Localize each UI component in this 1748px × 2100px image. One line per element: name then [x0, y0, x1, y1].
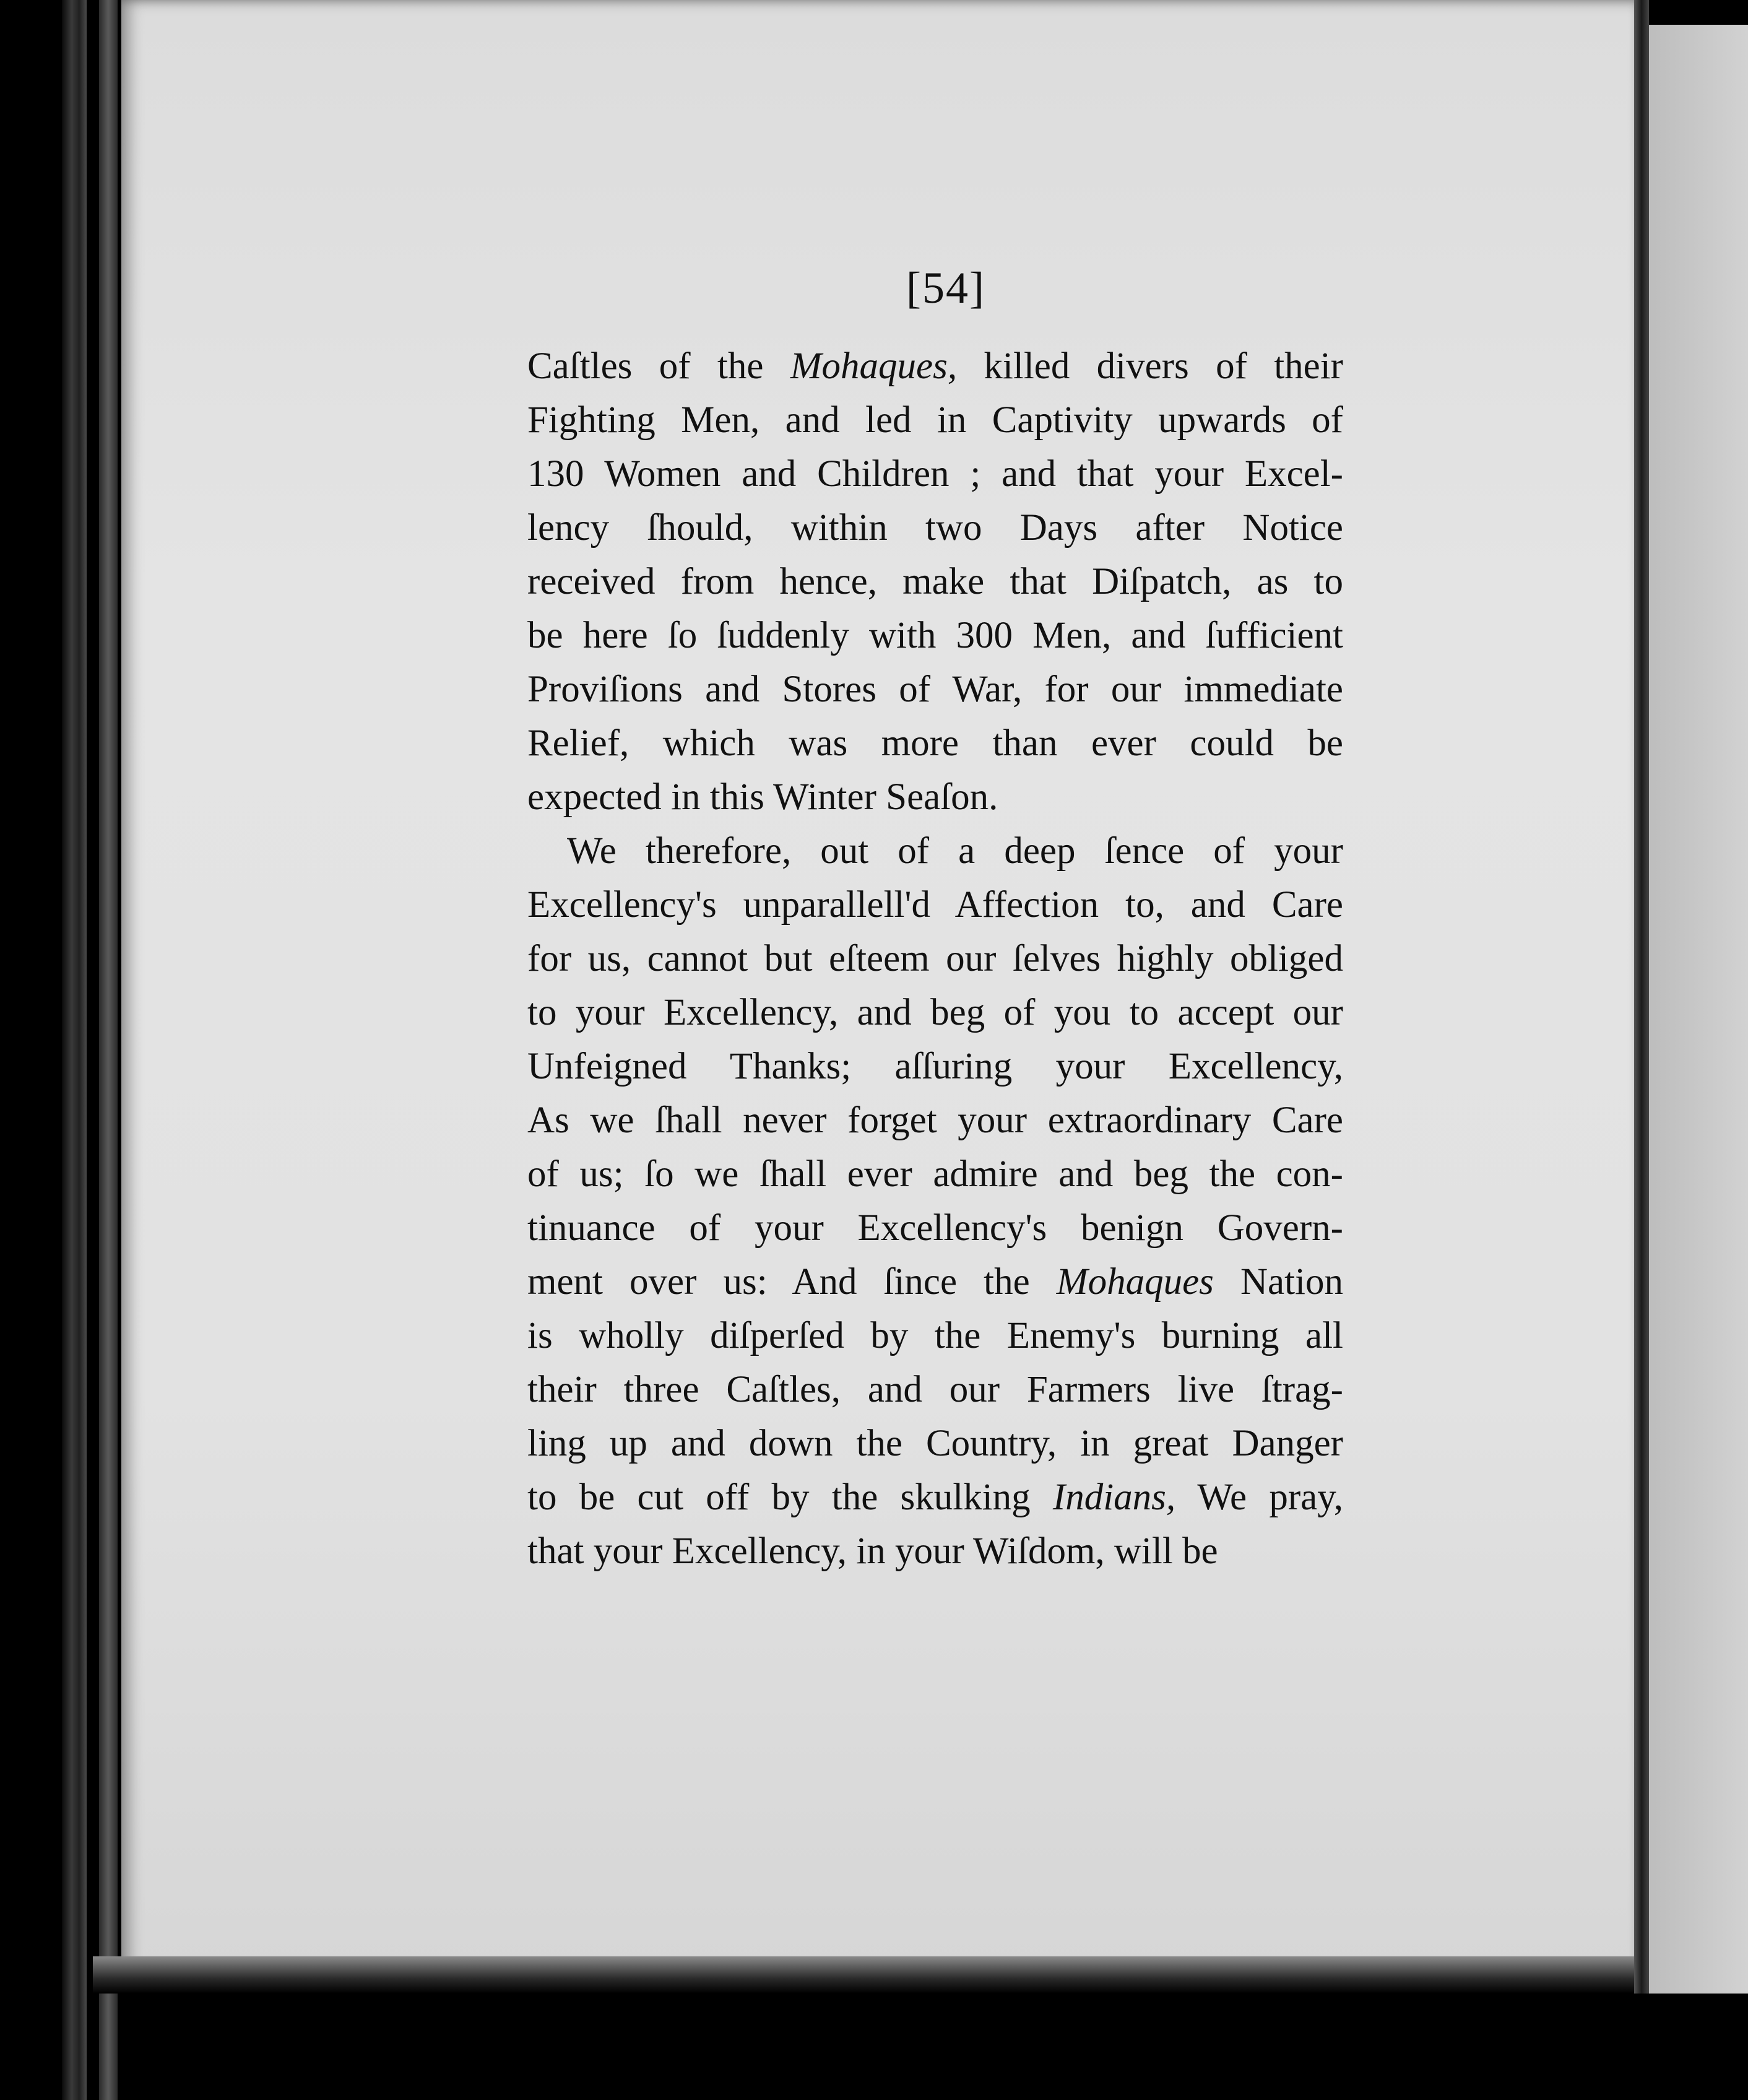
- text-line: Caſtles of the Mohaques, killed divers of their: [527, 345, 1343, 387]
- page-bottom-shadow: [93, 1956, 1665, 1994]
- binding-edge-inner: [99, 0, 118, 2100]
- body-text: [527, 339, 1343, 1578]
- text-line: to your Excellency, and beg of you to accept our: [527, 992, 1343, 1033]
- text-line: lency ſhould, within two Days after Notice: [527, 507, 1343, 549]
- text-line: Unfeigned Thanks; aſſuring your Excellency,: [527, 1046, 1343, 1087]
- text-line: Excellency's unparallell'd Affection to, and Care: [527, 884, 1343, 926]
- next-page-edge: [1649, 25, 1748, 1994]
- italic-word: Indians,: [1052, 1477, 1176, 1518]
- text-line: 130 Women and Children ; and that your Excel-: [527, 453, 1343, 495]
- text-line: ment over us: And ſince the Mohaques Nation: [527, 1261, 1343, 1303]
- text-line: is wholly diſperſed by the Enemy's burning all: [527, 1315, 1343, 1356]
- text-line: ling up and down the Country, in great Danger: [527, 1423, 1343, 1464]
- page-number: [54]: [906, 263, 985, 313]
- text-line: Proviſions and Stores of War, for our immediate: [527, 669, 1343, 710]
- text-line: As we ſhall never forget your extraordinary Care: [527, 1100, 1343, 1141]
- text-line: be here ſo ſuddenly with 300 Men, and ſufficient: [527, 615, 1343, 656]
- text-line: expected in this Winter Seaſon.: [527, 776, 998, 818]
- italic-word: Mohaques: [1056, 1261, 1214, 1303]
- paragraph-2: [527, 824, 1343, 1578]
- text-line: that your Excellency, in your Wiſdom, will be: [527, 1530, 1218, 1572]
- paragraph-1: [527, 339, 1343, 824]
- text-line: for us, cannot but eſteem our ſelves highly obliged: [527, 938, 1343, 979]
- text-line: of us; ſo we ſhall ever admire and beg the con-: [527, 1153, 1343, 1195]
- text-line: We therefore, out of a deep ſence of your: [567, 830, 1343, 872]
- binding-edge: [62, 0, 87, 2100]
- text-line: Fighting Men, and led in Captivity upwards of: [527, 399, 1343, 441]
- italic-word: Mohaques,: [790, 345, 958, 387]
- page-gutter: [1634, 0, 1649, 1994]
- text-line: Relief, which was more than ever could be: [527, 722, 1343, 764]
- text-line: to be cut off by the skulking Indians, We pray,: [527, 1477, 1343, 1518]
- text-line: their three Caſtles, and our Farmers live ſtrag-: [527, 1369, 1343, 1410]
- text-line: received from hence, make that Diſpatch, as to: [527, 561, 1343, 602]
- text-line: tinuance of your Excellency's benign Govern-: [527, 1207, 1343, 1249]
